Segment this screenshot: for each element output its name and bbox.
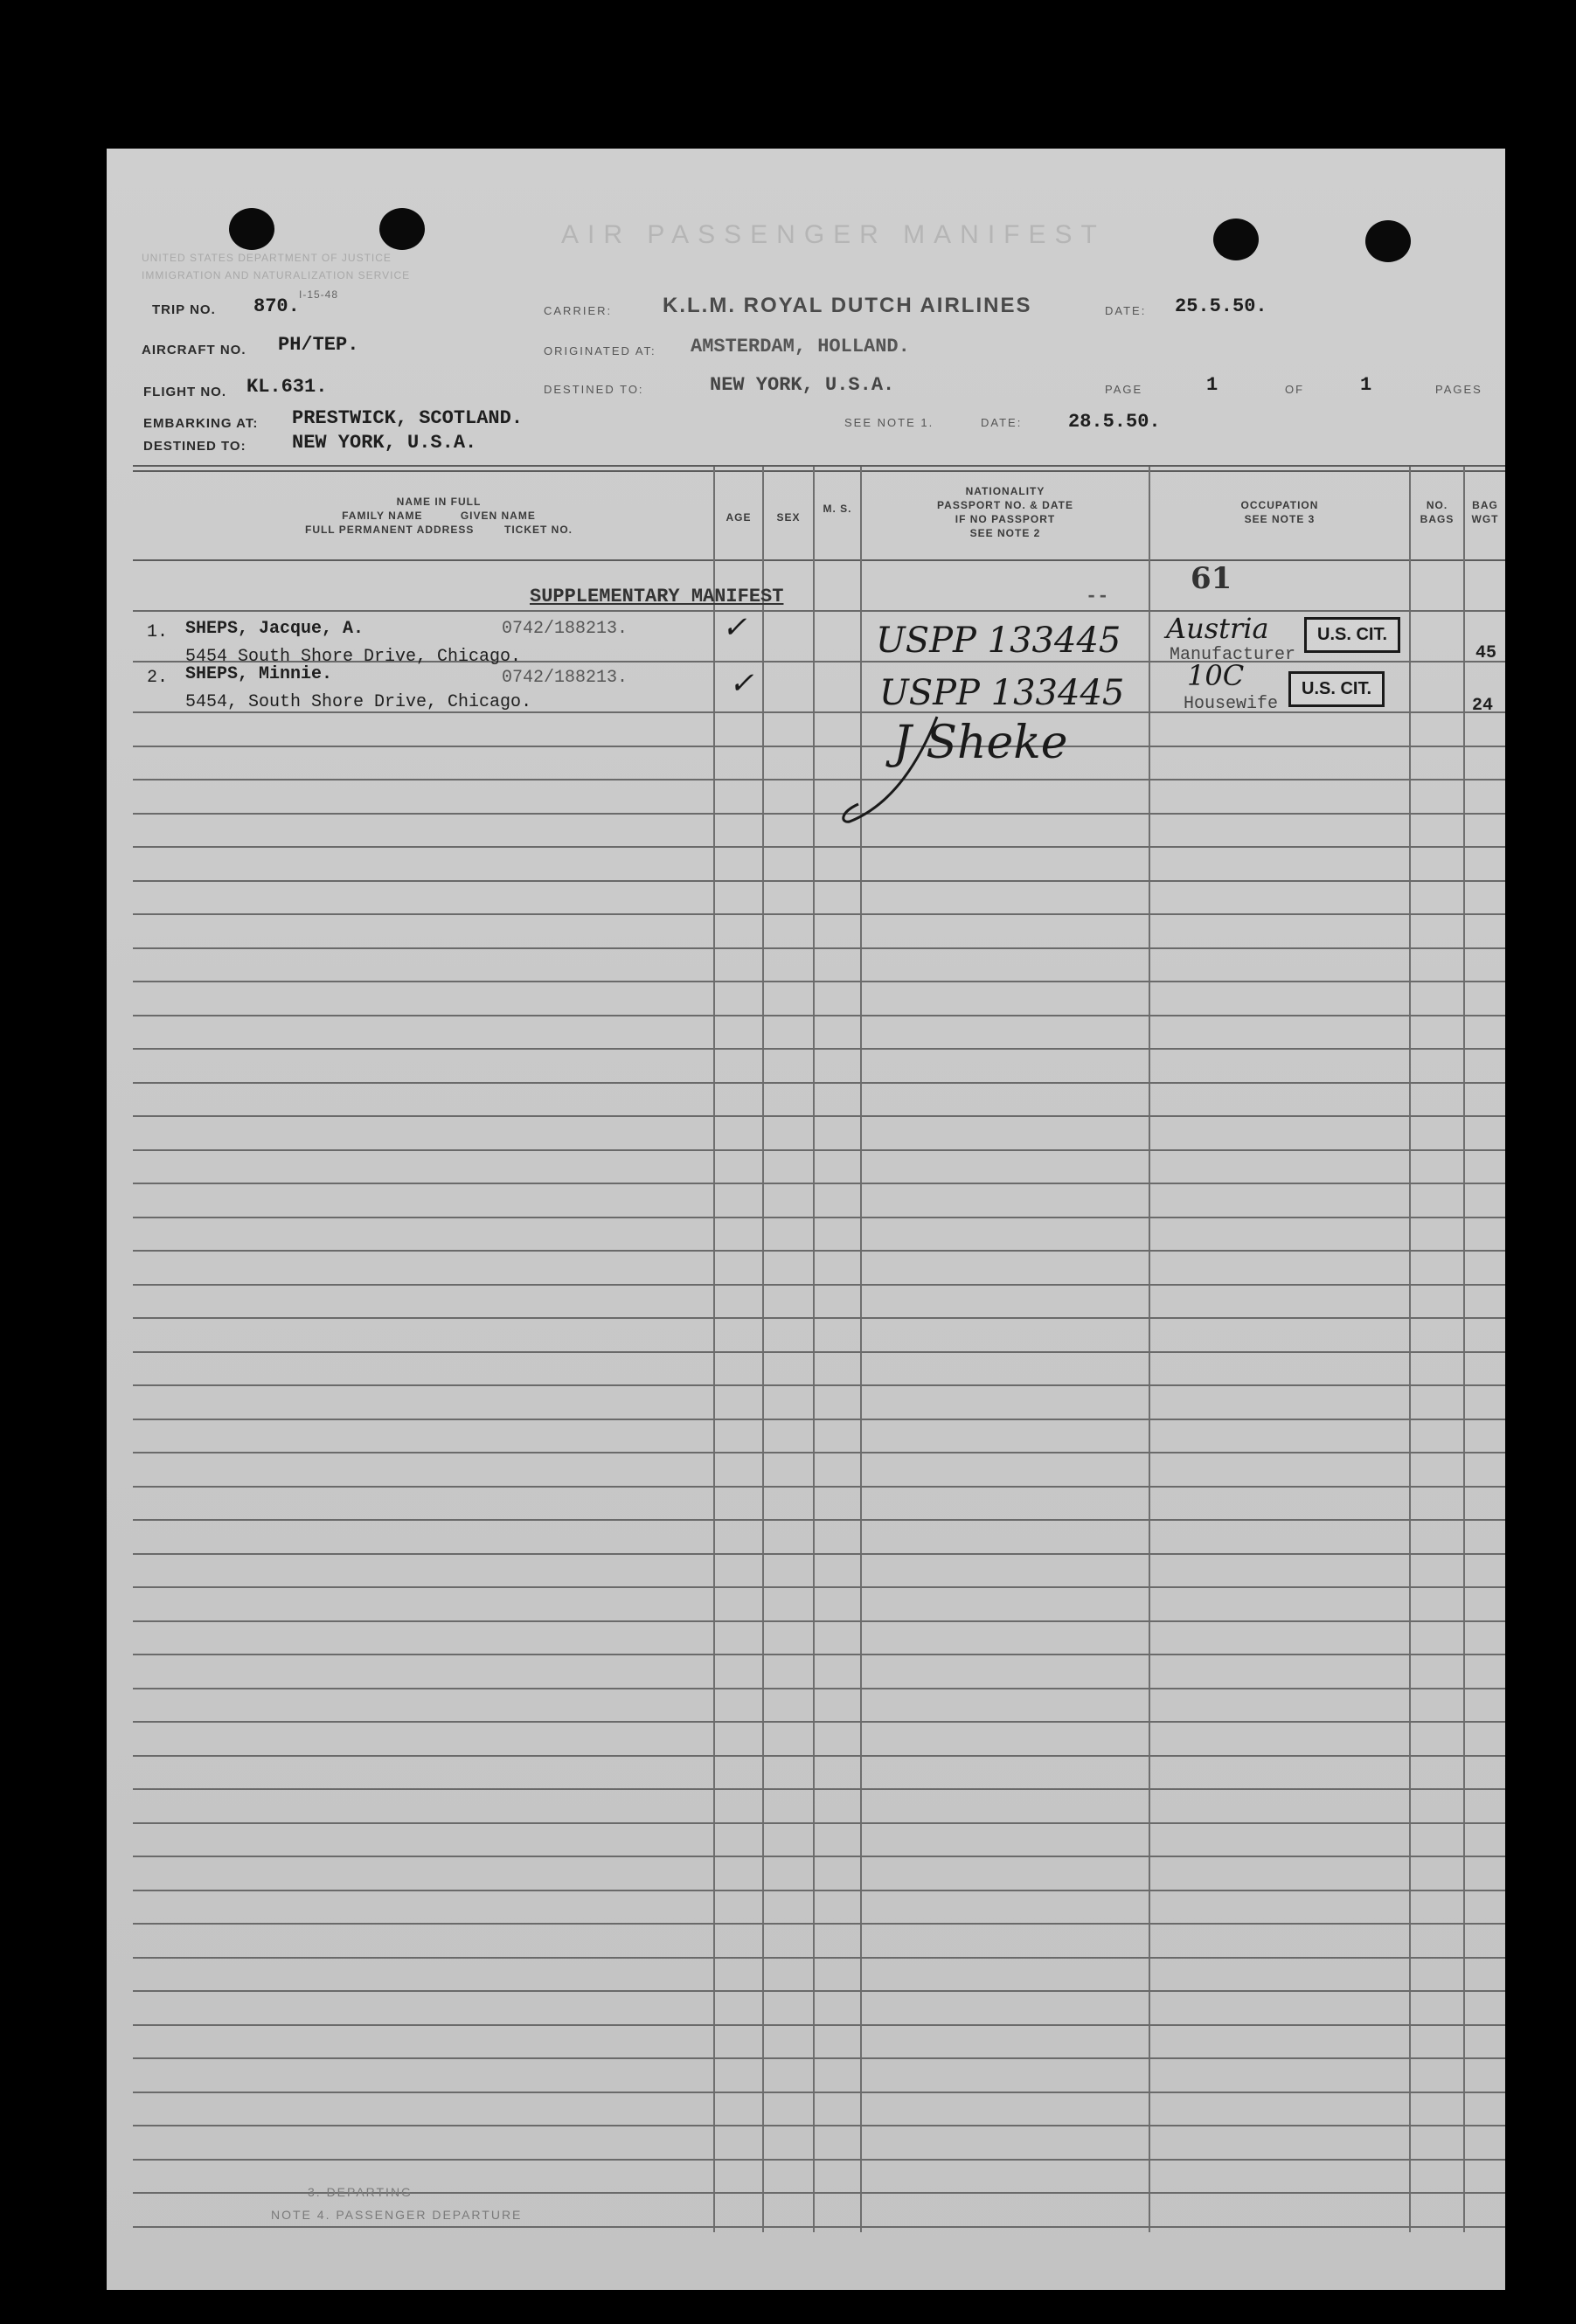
table-row-rule <box>133 981 1505 982</box>
col-header-nat-line3: IF NO PASSPORT <box>955 513 1056 525</box>
footer-line-2: NOTE 4. PASSENGER DEPARTURE <box>271 2208 523 2222</box>
destined-to-value-2: NEW YORK, U.S.A. <box>710 374 895 396</box>
p2-occupation-hand: 10C <box>1187 659 1245 692</box>
p1-occupation-hand: Austria <box>1166 612 1269 645</box>
form-number: I-15-48 <box>299 288 339 301</box>
table-row-rule <box>133 2092 1505 2093</box>
table-row-rule <box>133 813 1505 815</box>
table-row-rule <box>133 1957 1505 1959</box>
table-row-rule <box>133 1419 1505 1420</box>
p2-citizenship-stamp: U.S. CIT. <box>1288 671 1385 707</box>
table-row-rule <box>133 1519 1505 1521</box>
table-row-rule <box>133 880 1505 882</box>
date2-value: 28.5.50. <box>1068 411 1161 433</box>
pages-label: PAGES <box>1435 383 1482 396</box>
table-row-rule <box>133 1149 1505 1151</box>
date-value: 25.5.50. <box>1175 295 1267 317</box>
footer-line-1: 3. DEPARTING <box>308 2185 413 2199</box>
date2-label: DATE: <box>981 416 1023 429</box>
col-header-name-line1: NAME IN FULL <box>396 496 482 508</box>
table-row-rule <box>133 947 1505 949</box>
embarking-at-value: PRESTWICK, SCOTLAND. <box>292 407 524 429</box>
date-label: DATE: <box>1105 304 1147 317</box>
embarking-at-label: EMBARKING AT: <box>143 416 259 431</box>
table-row-rule <box>133 1856 1505 1857</box>
agency-line-1: UNITED STATES DEPARTMENT OF JUSTICE <box>142 252 392 264</box>
p1-address: 5454 South Shore Drive, Chicago. <box>185 647 522 667</box>
destined-to-label-2: DESTINED TO: <box>544 383 644 396</box>
col-header-occ-line2: SEE NOTE 3 <box>1244 513 1316 525</box>
form-title: AIR PASSENGER MANIFEST <box>561 220 1106 249</box>
originated-at-value: AMSTERDAM, HOLLAND. <box>691 336 910 357</box>
punch-hole-left-2 <box>379 208 425 250</box>
aircraft-no-value: PH/TEP. <box>278 334 359 356</box>
table-row-rule <box>133 610 1505 612</box>
page-label: PAGE <box>1105 383 1143 396</box>
section-heading: SUPPLEMENTARY MANIFEST <box>530 586 784 607</box>
table-row-rule <box>133 746 1505 747</box>
table-row-rule <box>133 1688 1505 1689</box>
col-divider-bagwgt <box>1463 467 1465 2232</box>
table-row-rule <box>133 2226 1505 2228</box>
table-top-rule-2 <box>133 470 1505 472</box>
table-row-rule <box>133 1553 1505 1555</box>
table-row-rule <box>133 2125 1505 2126</box>
table-row-rule <box>133 1923 1505 1925</box>
p1-name: SHEPS, Jacque, A. <box>185 619 364 639</box>
col-header-nat-line1: NATIONALITY <box>965 485 1045 497</box>
col-divider-age <box>713 467 715 2232</box>
table-row-rule <box>133 2159 1505 2161</box>
p1-occupation-typed: Manufacturer <box>1170 645 1296 665</box>
col-header-nationality <box>862 484 1149 540</box>
table-row-rule <box>133 1115 1505 1117</box>
aircraft-no-label: AIRCRAFT NO. <box>142 343 246 357</box>
col-header-occupation <box>1150 498 1409 526</box>
page-number-annotation: 61 <box>1191 561 1232 596</box>
p2-number: 2. <box>147 668 169 688</box>
table-row-rule <box>133 1586 1505 1588</box>
table-top-rule <box>133 465 1505 467</box>
table-row-rule <box>133 779 1505 780</box>
destined-to-value: NEW YORK, U.S.A. <box>292 432 477 454</box>
table-row-rule <box>133 1284 1505 1286</box>
col-header-sex: SEX <box>776 511 801 524</box>
table-row-rule <box>133 1015 1505 1016</box>
table-row-rule <box>133 2057 1505 2059</box>
carrier-label: CARRIER: <box>544 304 613 317</box>
inspector-signature: J Sheke <box>893 717 1068 769</box>
col-divider-sex <box>762 467 764 2232</box>
p1-citizenship-stamp: U.S. CIT. <box>1304 617 1400 653</box>
p1-age-checkmark: ✓ <box>722 610 747 645</box>
originated-at-label: ORIGINATED AT: <box>544 344 656 357</box>
table-row-rule <box>133 913 1505 915</box>
col-header-ms: M. S. <box>823 503 852 515</box>
punch-hole-left-1 <box>229 208 274 250</box>
flight-no-value: KL.631. <box>246 376 328 398</box>
p2-bag-weight: 24 <box>1472 696 1494 716</box>
agency-line-2: IMMIGRATION AND NATURALIZATION SERVICE <box>142 269 411 281</box>
column-header-bottom-rule <box>133 559 1505 561</box>
flight-no-label: FLIGHT NO. <box>143 385 226 399</box>
p1-passport: USPP 133445 <box>876 621 1121 661</box>
table-row-rule <box>133 1384 1505 1386</box>
table-row-rule <box>133 1048 1505 1050</box>
of-value: 1 <box>1360 374 1372 396</box>
col-header-bag-wgt: BAG WGT <box>1471 499 1499 525</box>
table-row-rule <box>133 1351 1505 1353</box>
p2-age-checkmark: ✓ <box>729 666 754 701</box>
p2-ticket: 0742/188213. <box>502 668 628 688</box>
p2-name: SHEPS, Minnie. <box>185 664 333 684</box>
p1-bag-weight: 45 <box>1475 643 1497 663</box>
manifest-sheet <box>107 149 1505 2290</box>
p1-number: 1. <box>147 622 169 642</box>
p1-ticket: 0742/188213. <box>502 619 628 639</box>
of-label: OF <box>1285 383 1305 396</box>
p2-occupation-typed: Housewife <box>1184 694 1279 714</box>
table-row-rule <box>133 1890 1505 1891</box>
table-row-rule <box>133 1217 1505 1218</box>
p2-passport: USPP 133445 <box>879 673 1125 713</box>
table-row-rule <box>133 846 1505 848</box>
table-row-rule <box>133 1317 1505 1319</box>
table-row-rule <box>133 1183 1505 1184</box>
col-header-age: AGE <box>726 511 752 524</box>
table-row-rule <box>133 1755 1505 1757</box>
col-divider-bags <box>1409 467 1411 2232</box>
see-note-1-label: SEE NOTE 1. <box>844 416 934 429</box>
table-row-rule <box>133 2024 1505 2026</box>
col-header-name-line2: FAMILY NAME GIVEN NAME <box>342 510 536 522</box>
col-divider-ms <box>813 467 815 2232</box>
punch-hole-right-2 <box>1365 220 1411 262</box>
col-header-nat-line2: PASSPORT NO. & DATE <box>937 499 1073 511</box>
carrier-value: K.L.M. ROYAL DUTCH AIRLINES <box>663 294 1032 317</box>
trip-no-label: TRIP NO. <box>152 302 216 317</box>
table-row-rule <box>133 1452 1505 1453</box>
table-row-rule <box>133 1721 1505 1723</box>
p2-address: 5454, South Shore Drive, Chicago. <box>185 692 532 712</box>
destined-to-label: DESTINED TO: <box>143 439 246 454</box>
table-row-rule <box>133 1788 1505 1790</box>
table-row-rule <box>133 1654 1505 1655</box>
signature-flourish <box>832 708 972 830</box>
table-row-rule <box>133 1990 1505 1992</box>
col-header-name <box>229 495 649 537</box>
col-divider-occupation <box>1149 467 1150 2232</box>
col-header-occ-line1: OCCUPATION <box>1240 499 1319 511</box>
dash-mark: -- <box>1086 586 1109 607</box>
col-header-name-line3: FULL PERMANENT ADDRESS TICKET NO. <box>304 524 573 536</box>
table-row-rule <box>133 1822 1505 1824</box>
table-row-rule <box>133 1082 1505 1084</box>
col-header-nat-line4: SEE NOTE 2 <box>969 527 1041 539</box>
trip-no-value: 870. <box>253 295 300 317</box>
table-row-rule <box>133 1486 1505 1488</box>
table-row-rule <box>133 1620 1505 1622</box>
punch-hole-right-1 <box>1213 219 1259 260</box>
page-value: 1 <box>1206 374 1218 396</box>
table-row-rule <box>133 1250 1505 1252</box>
col-header-bags: NO. BAGS <box>1420 499 1455 525</box>
